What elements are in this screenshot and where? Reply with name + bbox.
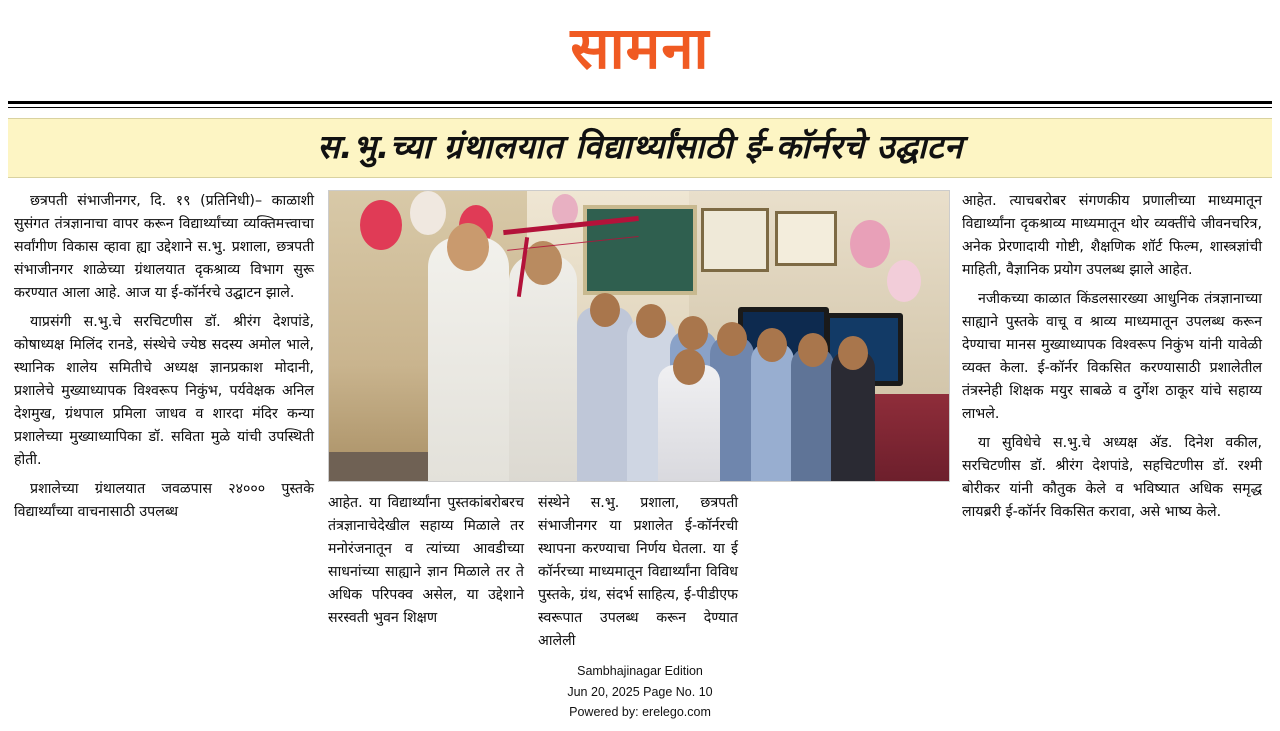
photo-balloon	[552, 194, 578, 226]
photo-person-head	[636, 304, 666, 338]
photo-person-head	[757, 328, 787, 362]
masthead-rule-thick	[8, 101, 1272, 104]
photo-person-head	[717, 322, 747, 356]
paragraph: याप्रसंगी स.भु.चे सरचिटणीस डॉ. श्रीरंग देशपांडे, कोषाध्यक्ष मिलिंद रानडे, संस्थेचे ज्येष्ठ सदस्य अमोल भाले, स्थानिक शालेय समितीचे अध्यक्ष ज्ञानप्रकाश मोदानी, प्रशालेचे मुख्याध्यापक विश्वरूप निकुंभ, पर्यवेक्षक अनिल देशमुख, ग्रंथपाल प्रमिला जाधव व शारदा मंदिर कन्या प्रशालेच्या मुख्याध्यापिका डॉ. सविता मुळे यांची उपस्थिती होती.	[14, 313, 314, 468]
date-and-page-label: Jun 20, 2025 Page No. 10	[567, 684, 713, 699]
article-headline: स.भु.च्या ग्रंथालयात विद्यार्थ्यांसाठी ई-कॉर्नरचे उद्घाटन	[317, 126, 963, 166]
newspaper-title: सामना	[570, 14, 710, 82]
photo-person-head	[447, 223, 489, 271]
photo-student-at-computer	[658, 365, 720, 481]
paragraph: छत्रपती संभाजीनगर, दि. १९ (प्रतिनिधी)– काळाशी सुसंगत तंत्रज्ञानाचा वापर करून विद्यार्थ्यांच्या व्यक्तिमत्त्वाचा सर्वांगीण विकास व्हावा ह्या उद्देशाने स.भु. प्रशाला, छत्रपती संभाजीनगर शाळेच्या ग्रंथालयात दृकश्राव्य विभाग सुरू करण्यात आला आहे. आज या ई-कॉर्नरचे उद्घाटन झाले.	[14, 192, 314, 301]
photo-notice-board	[583, 205, 696, 294]
article-column-center-1	[328, 492, 524, 659]
photo-person-head	[798, 333, 828, 367]
paragraph: आहेत. त्याचबरोबर संगणकीय प्रणालीच्या माध्यमातून विद्यार्थ्यांना दृकश्राव्य माध्यमातून थोर व्यक्तींचे जीवनचरित्र, अनेक प्रेरणादायी गोष्टी, शैक्षणिक शॉर्ट फिल्म, शास्त्रज्ञांची माहिती, वैज्ञानिक प्रयोग उपलब्ध झाले आहेत.	[962, 192, 1262, 278]
paragraph: प्रशालेच्या ग्रंथालयात जवळपास २४००० पुस्तके विद्यार्थ्यांच्या वाचनासाठी उपलब्ध	[14, 480, 314, 520]
article-column-left	[14, 190, 314, 530]
powered-by-label: Powered by: erelego.com	[569, 705, 711, 720]
article-column-center-3	[752, 492, 948, 659]
page-footer	[0, 661, 1280, 723]
article-column-center-2	[538, 492, 738, 659]
masthead-rule-thin	[8, 107, 1272, 108]
photo-student	[791, 347, 834, 480]
photo-student	[751, 342, 794, 481]
headline-band	[8, 118, 1272, 178]
article-body	[14, 190, 1266, 659]
photo-person-head	[678, 316, 708, 350]
photo-balloon	[360, 200, 402, 250]
edition-label: Sambhajinagar Edition	[577, 664, 703, 679]
masthead	[0, 0, 1280, 89]
paragraph: संस्थेने स.भु. प्रशाला, छत्रपती संभाजीनगर या प्रशालेत ई-कॉर्नरची स्थापना करण्याचा निर्णय घेतला. या ई कॉर्नरच्या माध्यमातून विद्यार्थ्यांना विविध पुस्तके, ग्रंथ, संदर्भ साहित्य, ई-पीडीएफ स्वरूपात उपलब्ध करून देण्यात आलेली	[538, 494, 738, 649]
paragraph: या सुविधेचे स.भु.चे अध्यक्ष अ‍ॅड. दिनेश वकील, सरचिटणीस डॉ. श्रीरंग देशपांडे, सहचिटणीस डॉ. रश्मी बोरीकर यांनी कौतुक केले व भविष्यात अधिक समृद्ध लायब्ररी ई-कॉर्नर विकसित करावा, असे भाष्य केले.	[962, 434, 1262, 520]
article-center-block	[328, 190, 948, 659]
photo-person-chief-guest	[428, 237, 509, 481]
photo-person-head	[590, 293, 620, 327]
photo-student	[831, 350, 874, 481]
photo-student	[577, 307, 633, 481]
paragraph: आहेत. या विद्यार्थ्यांना पुस्तकांबरोबरच तंत्रज्ञानाचेदेखील सहाय्य मिळाले तर मनोरंजनातून व त्यांच्या आवडीच्या साधनांच्या साह्याने ज्ञान मिळाले तर ते अधिक परिपक्व असेल, या उद्देशाने सरस्वती भुवन शिक्षण	[328, 494, 524, 626]
photo-balloon	[850, 220, 890, 268]
inauguration-photo	[328, 190, 950, 482]
article-column-right	[962, 190, 1262, 530]
photo-wall-frame	[775, 211, 837, 266]
photo-person-head	[673, 349, 705, 385]
article-under-photo-columns	[328, 492, 948, 659]
paragraph: नजीकच्या काळात किंडलसारख्या आधुनिक तंत्रज्ञानाच्या साह्याने पुस्तके वाचू व श्राव्य माध्यमातून उपलब्ध करून देण्याचा मानस मुख्याध्यापक विश्वरूप निकुंभ यांनी यावेळी व्यक्त केला. ई-कॉर्नर विकसित करण्यासाठी प्रशालेतील तंत्रस्नेही शिक्षक मयुर साबळे व दुर्गेश ठाकूर यांचे सहाय्य लाभले.	[962, 290, 1262, 422]
photo-person-head	[838, 336, 868, 370]
photo-person-head	[524, 241, 562, 285]
photo-balloon	[410, 191, 446, 235]
photo-wall-frame	[701, 208, 769, 272]
